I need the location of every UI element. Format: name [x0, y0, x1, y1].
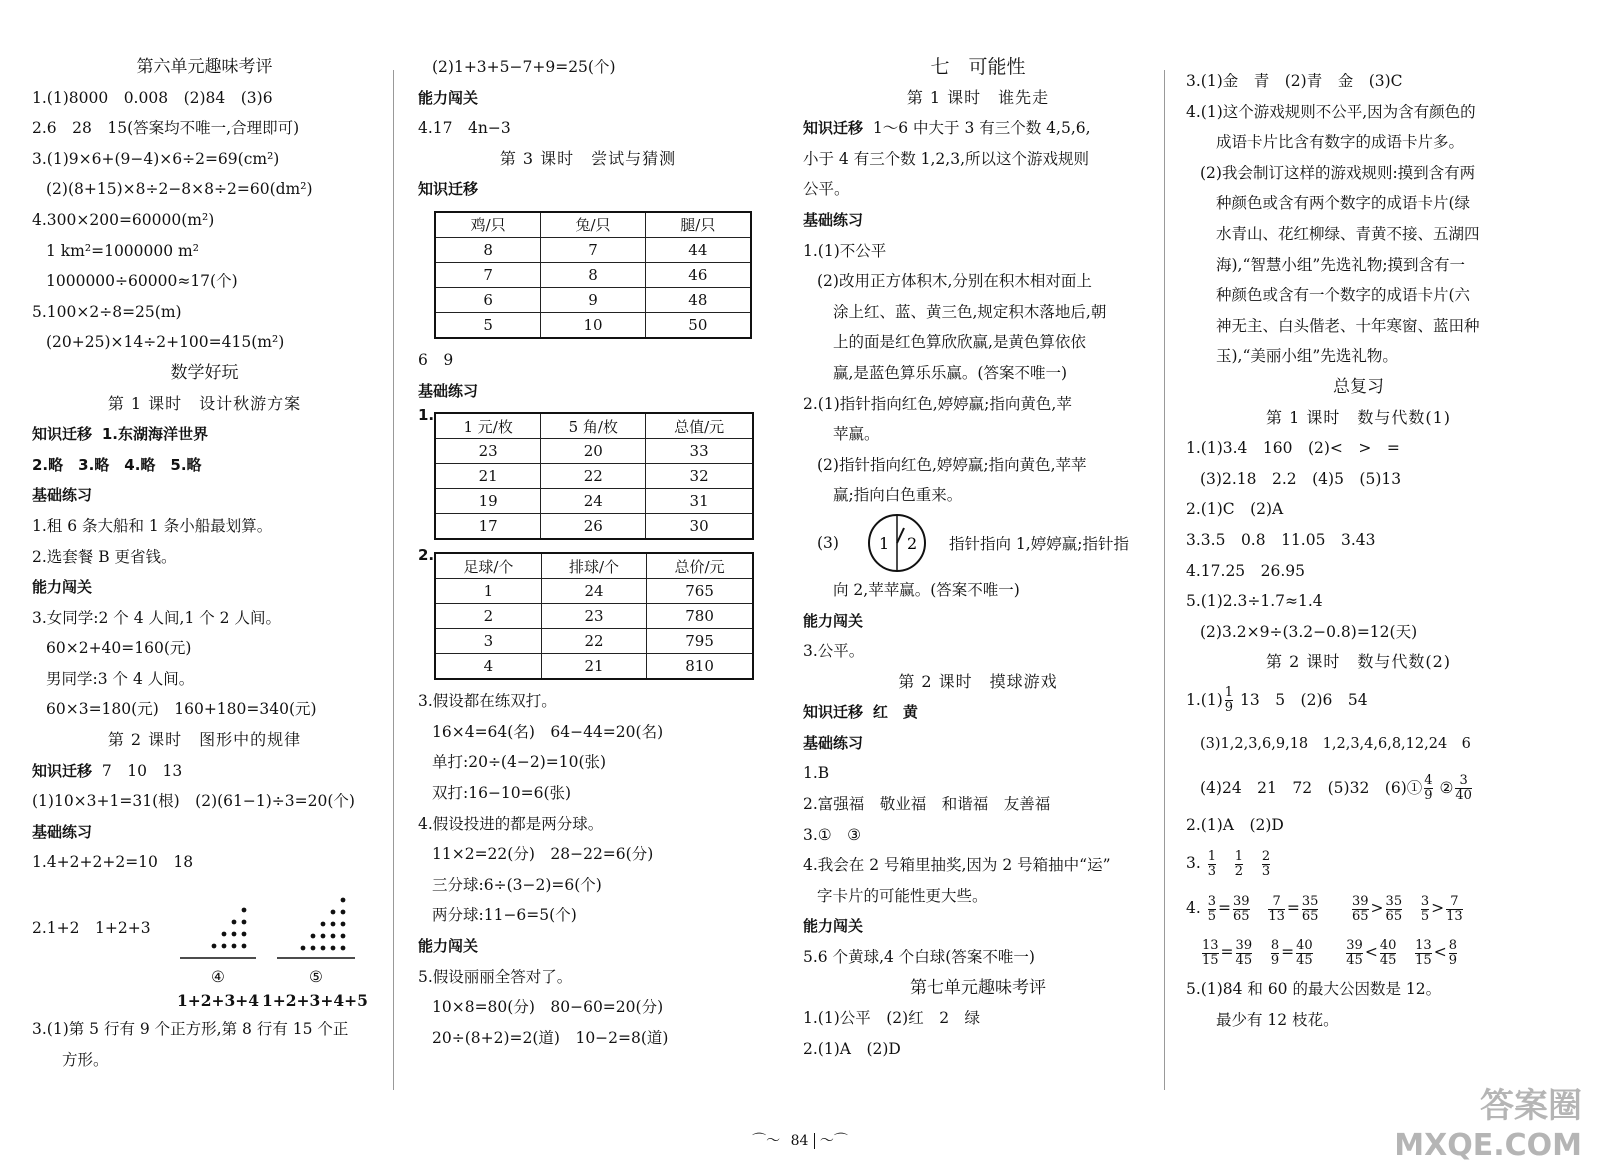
fraction: $\frac{39}{65}$ [1233, 893, 1250, 924]
answer-line: 4.17 4n−3 [418, 119, 511, 138]
table-cell: 46 [645, 262, 751, 287]
table-row [435, 287, 751, 312]
answer-line: 4.300×200=60000(m²) [32, 210, 215, 229]
fraction: $\frac{1}{3}$ [1207, 848, 1217, 879]
fraction: $\frac{13}{15}$ [1202, 937, 1219, 968]
table-cell: 33 [646, 439, 753, 464]
answer-line: 2.选套餐 B 更省钱。 [32, 547, 177, 566]
lesson-title: 第 2 课时 图形中的规律 [107, 730, 302, 750]
table-cell: 7 [435, 262, 541, 287]
fraction: $\frac{7}{13}$ [1446, 893, 1463, 924]
fraction: $\frac{35}{65}$ [1385, 893, 1403, 924]
table-cell: 24 [541, 579, 646, 604]
table-cell: 23 [541, 604, 646, 629]
fraction: $\frac{39}{45}$ [1235, 937, 1253, 968]
answer-text: 红 黄 [872, 703, 918, 722]
table-row [435, 262, 751, 287]
circled-4: ④ [211, 968, 225, 987]
answer-label: (3) [817, 533, 839, 552]
answer-line: 1.租 6 条大船和 1 条小船最划算。 [32, 516, 273, 535]
fraction: $\frac{40}{45}$ [1379, 937, 1397, 968]
answer-line: 1.4+2+2+2=10 18 [32, 853, 194, 872]
table-coins-wrap [418, 406, 758, 546]
answer-line: 3.女同学:2 个 4 人间,1 个 2 人间。 [32, 608, 281, 627]
table-header-cell: 总值/元 [646, 413, 753, 439]
sum-4: 1+2+3+4 [176, 991, 260, 1011]
page-footer [700, 1130, 900, 1150]
answer-line: 3.① ③ [803, 825, 862, 844]
answer-line: 种颜色或含有两个数字的成语卡片(绿 [1216, 194, 1471, 213]
answer-line: 神无主、白头偕老、十年寒窗、蓝田种 [1216, 316, 1480, 335]
lesson-title: 第 1 课时 设计秋游方案 [107, 393, 302, 413]
answer-line: 1.(1)8000 0.008 (2)84 (3)6 [32, 88, 273, 107]
label-basic: 基础练习 [803, 210, 864, 229]
answer-line: 三分球:6÷(3−2)=6(个) [432, 875, 602, 894]
answer-line: 3.(1)9×6+(9−4)×6÷2=69(cm²) [32, 149, 280, 168]
answer-line: 1000000÷60000≈17(个) [46, 272, 238, 291]
fraction: $\frac{39}{65}$ [1352, 893, 1369, 924]
table-cell: 26 [541, 514, 646, 540]
operator: > [1431, 899, 1445, 918]
table-row [435, 629, 753, 654]
answer-line: 5.(1)2.3÷1.7≈1.4 [1186, 592, 1323, 611]
table-row [435, 604, 753, 629]
dot-triangle-4 [178, 904, 258, 962]
label-basic: 基础练习 [32, 486, 93, 505]
answer-line: 种颜色或含有一个数字的成语卡片(六 [1216, 286, 1471, 305]
table-cell: 32 [646, 464, 753, 489]
answer-line: 4.17.25 26.95 [1186, 561, 1306, 580]
answer-line: 5.(1)84 和 60 的最大公因数是 12。 [1186, 980, 1442, 999]
table-header-row [435, 553, 753, 579]
table-cell: 21 [541, 654, 646, 680]
table-row [435, 514, 753, 540]
answer-line: 2.(1)指针指向红色,婷婷赢;指向黄色,苹 [803, 394, 1072, 413]
answer-line: 上的面是红色算欣欣赢,是黄色算依依 [833, 333, 1086, 352]
answer-line: 公平。 [803, 180, 850, 199]
answer-line: 2.略 3.略 4.略 5.略 [32, 455, 202, 474]
fraction: $\frac{3}{40}$ [1455, 773, 1472, 804]
table-header-cell: 排球/个 [541, 553, 646, 579]
column-4 [1186, 66, 1531, 1036]
answer-line: 最少有 12 枝花。 [1216, 1011, 1339, 1030]
answer-line: 单打:20÷(4−2)=10(张) [432, 753, 607, 772]
label-knowledge: 知识迁移 [803, 119, 864, 138]
answer-line: 2.富强福 敬业福 和谐福 友善福 [803, 795, 1051, 814]
answer-text: 7 10 13 [101, 761, 183, 780]
label-ability: 能力闯关 [32, 578, 93, 597]
section-title: 第七单元趣味考评 [910, 977, 1046, 998]
answer-line: 20÷(8+2)=2(道) 10−2=8(道) [432, 1028, 669, 1047]
table-cell: 21 [435, 464, 541, 489]
answer-line: 1.(1)3.4 160 (2)< > = [1186, 439, 1400, 458]
table-balls [434, 552, 754, 680]
table-cell: 7 [541, 237, 645, 262]
table-header-cell: 兔/只 [541, 212, 645, 238]
answer-line: (2)指针指向红色,婷婷赢;指向黄色,苹苹 [817, 455, 1087, 474]
table-cell: 30 [646, 514, 753, 540]
answer-text: 1～6 中大于 3 有三个数 4,5,6, [872, 119, 1091, 138]
answer-line: (2)我会制订这样的游戏规则:摸到含有两 [1200, 163, 1476, 182]
sum-5: 1+2+3+4+5 [262, 991, 368, 1011]
label-ability: 能力闯关 [418, 936, 479, 955]
answer-line: 2.(1)A (2)D [1186, 815, 1284, 834]
section-title: 总复习 [1333, 376, 1384, 397]
table-header-row [435, 212, 751, 238]
answer-text: 指针指向 1,婷婷赢;指针指 [949, 534, 1129, 553]
circled-5: ⑤ [309, 968, 323, 987]
table-cell: 780 [647, 604, 753, 629]
circled-labels [32, 966, 377, 988]
fraction: $\frac{8}{9}$ [1448, 937, 1457, 968]
fraction: $\frac{13}{15}$ [1415, 937, 1432, 968]
answer-line: 5.100×2÷8=25(m) [32, 302, 182, 321]
answer-line: 赢,是蓝色算乐乐赢。(答案不唯一) [833, 363, 1068, 382]
table-row [435, 579, 753, 604]
table-cell: 48 [645, 287, 751, 312]
column-1 [32, 52, 377, 1075]
fraction: $\frac{3}{5}$ [1207, 893, 1217, 924]
lesson-title: 第 2 课时 摸球游戏 [898, 671, 1058, 691]
answer-line: 男同学:3 个 4 人间。 [46, 669, 195, 688]
table-cell: 23 [435, 439, 541, 464]
label-knowledge: 知识迁移 [32, 761, 93, 780]
answer-line: 方形。 [62, 1050, 109, 1069]
label-knowledge: 知识迁移 [803, 703, 864, 722]
spinner-1: 1 [879, 533, 890, 553]
answer-line: 小于 4 有三个数 1,2,3,所以这个游戏规则 [803, 149, 1090, 168]
label-basic: 基础练习 [32, 822, 93, 841]
table-row [435, 439, 753, 464]
table-row [435, 237, 751, 262]
binding-line-right [1164, 70, 1181, 1090]
table-row [435, 312, 751, 338]
operator: = [1218, 899, 1232, 918]
answer-line: 11×2=22(分) 28−22=6(分) [432, 845, 654, 864]
answer-line: 10×8=80(分) 80−60=20(分) [432, 998, 664, 1017]
triangle-dots-4 [174, 904, 262, 966]
table-row [435, 489, 753, 514]
table-row [435, 654, 753, 680]
answer-line: 3.假设都在练双打。 [418, 692, 557, 711]
answer-line: 3.公平。 [803, 642, 865, 661]
answer-line: 1.(1)不公平 [803, 241, 887, 260]
answer-line: 双打:16−10=6(张) [432, 783, 572, 802]
operator: > [1370, 899, 1384, 918]
answer-line: 5.6 个黄球,4 个白球(答案不唯一) [803, 948, 1035, 967]
table-header-cell: 足球/个 [435, 553, 541, 579]
answer-text: 13 5 (2)6 54 [1239, 690, 1368, 709]
fraction: $\frac{3}{5}$ [1420, 893, 1430, 924]
fraction: $\frac{40}{45}$ [1296, 937, 1313, 968]
table-cell: 19 [435, 489, 541, 514]
table-cell: 8 [541, 262, 645, 287]
lesson-title: 第 2 课时 数与代数(2) [1265, 652, 1452, 672]
table-cell: 22 [541, 629, 646, 654]
table-cell: 31 [646, 489, 753, 514]
operator: = [1281, 943, 1295, 962]
answer-line: (3)2.18 2.2 (4)5 (5)13 [1200, 469, 1402, 488]
table-cell: 8 [435, 237, 541, 262]
sum-labels [32, 988, 377, 1014]
spinner-row [803, 511, 1153, 575]
table-cell: 22 [541, 464, 646, 489]
fraction: $\frac{39}{45}$ [1346, 937, 1363, 968]
table-cell: 2 [435, 604, 541, 629]
answer-line: 海),“智慧小组”先选礼物;摸到含有一 [1216, 255, 1466, 274]
lesson-title: 第 1 课时 谁先走 [906, 87, 1050, 107]
fraction: $\frac{2}{3}$ [1261, 848, 1271, 879]
operator: = [1220, 943, 1234, 962]
answer-line: 3.3.5 0.8 11.05 3.43 [1186, 530, 1376, 549]
answer-line: (2)(8+15)×8÷2−8×8÷2=60(dm²) [46, 180, 313, 199]
fraction: $\frac{1}{9}$ [1224, 685, 1234, 716]
table-cell: 44 [645, 237, 751, 262]
answer-line: 两分球:11−6=5(个) [432, 906, 577, 925]
dot-triangle-5 [275, 894, 357, 962]
operator: < [1433, 943, 1447, 962]
table-header-cell: 鸡/只 [435, 212, 541, 238]
label-ability: 能力闯关 [803, 917, 864, 936]
table-header-cell: 1 元/枚 [435, 413, 541, 439]
answer-line: 2.1+2 1+2+3 [32, 919, 151, 938]
answer-line: (2)3.2×9÷(3.2−0.8)=12(天) [1200, 622, 1418, 641]
label-knowledge: 知识迁移 [418, 180, 479, 199]
ornament-left-icon: ⌒～ [752, 1133, 781, 1149]
label-basic: 基础练习 [803, 733, 864, 752]
answer-line: 1.B [803, 764, 830, 783]
watermark-logo: 答案圈 [1480, 1086, 1582, 1126]
label-basic: 基础练习 [418, 381, 479, 400]
answer-text: 1.东湖海洋世界 [101, 425, 209, 444]
answer-line: 4.我会在 2 号箱里抽奖,因为 2 号箱抽中“运” [803, 856, 1111, 875]
answer-line: 2.(1)A (2)D [803, 1039, 901, 1058]
answer-line: 16×4=64(名) 64−44=20(名) [432, 722, 664, 741]
triangle-dots-5 [270, 894, 362, 966]
table-coins [434, 412, 754, 540]
table-header-cell: 总价/元 [647, 553, 753, 579]
table-cell: 765 [647, 579, 753, 604]
lesson-title: 第 3 课时 尝试与猜测 [499, 148, 677, 168]
answer-line: 2.6 28 15(答案均不唯一,合理即可) [32, 119, 300, 138]
answer-line: 60×2+40=160(元) [46, 639, 192, 658]
table-cell: 795 [647, 629, 753, 654]
item-number: 2. [418, 546, 435, 565]
fraction: $\frac{4}{9}$ [1424, 773, 1433, 804]
label-ability: 能力闯关 [418, 88, 479, 107]
answer-text: 4. [1186, 899, 1201, 918]
answer-text: 1.(1) [1186, 690, 1223, 709]
table-header-row [435, 413, 753, 439]
ornament-right-icon: ～⌒ [819, 1133, 848, 1149]
answer-line: (2)改用正方体积木,分别在积木相对面上 [817, 272, 1092, 291]
answer-line: 3.(1)金 青 (2)青 金 (3)C [1186, 72, 1403, 90]
fraction: $\frac{8}{9}$ [1270, 937, 1280, 968]
section-title: 七 可能性 [930, 56, 1026, 78]
answer-line: 涂上红、蓝、黄三色,规定积木落地后,朝 [833, 302, 1107, 321]
answer-line: 3.(1)第 5 行有 9 个正方形,第 8 行有 15 个正 [32, 1020, 349, 1039]
table-cell: 10 [541, 312, 645, 338]
spinner-2: 2 [907, 533, 918, 553]
table-cell: 1 [435, 579, 541, 604]
table-cell: 50 [645, 312, 751, 338]
column-2 [418, 52, 758, 1053]
answer-line: 赢;指向白色重来。 [833, 486, 963, 505]
binding-line-left [393, 70, 410, 1090]
table-cell: 3 [435, 629, 541, 654]
answer-line: 6 9 [418, 350, 454, 369]
answer-line: 60×3=180(元) 160+180=340(元) [46, 700, 317, 719]
fraction: $\frac{7}{13}$ [1268, 893, 1285, 924]
answer-text: ② [1439, 778, 1454, 797]
table-cell: 9 [541, 287, 645, 312]
column-3 [803, 52, 1153, 1064]
table-chicken-rabbit [434, 211, 752, 339]
table-cell: 6 [435, 287, 541, 312]
answer-line: 5.假设丽丽全答对了。 [418, 967, 573, 986]
answer-line: (2)1+3+5−7+9=25(个) [432, 58, 616, 76]
answer-line: 水青山、花红柳绿、青黄不接、五湖四 [1216, 224, 1480, 243]
table-cell: 4 [435, 654, 541, 680]
answer-line: 成语卡片比含有数字的成语卡片多。 [1216, 133, 1465, 152]
answer-line: 1 km²=1000000 m² [46, 241, 199, 260]
table-header-cell: 5 角/枚 [541, 413, 646, 439]
watermark [1394, 1086, 1582, 1166]
table-cell: 20 [541, 439, 646, 464]
answer-line: 向 2,苹苹赢。(答案不唯一) [833, 580, 1020, 599]
operator: < [1364, 943, 1378, 962]
answer-line: 2.(1)C (2)A [1186, 500, 1284, 519]
operator: = [1286, 899, 1300, 918]
answer-line: 4.(1)这个游戏规则不公平,因为含有颜色的 [1186, 102, 1476, 121]
section-title: 数学好玩 [170, 362, 239, 383]
item-number: 1. [418, 406, 435, 425]
spinner-diagram [859, 512, 939, 574]
table-row [435, 464, 753, 489]
answer-line: 4.假设投进的都是两分球。 [418, 814, 604, 833]
label-knowledge: 知识迁移 [32, 425, 93, 444]
answer-line: 玉),“美丽小组”先选礼物。 [1216, 347, 1398, 366]
table-cell: 17 [435, 514, 541, 540]
table-cell: 810 [647, 654, 753, 680]
answer-line: 1.(1)公平 (2)红 2 绿 [803, 1009, 981, 1028]
section-title: 第六单元趣味考评 [136, 57, 273, 77]
answer-text: 3. [1186, 854, 1201, 873]
table-cell: 5 [435, 312, 541, 338]
fraction: $\frac{1}{2}$ [1234, 848, 1244, 879]
answer-line: 苹赢。 [833, 425, 880, 444]
table-cell: 24 [541, 489, 646, 514]
table-balls-wrap [418, 546, 758, 686]
watermark-url: MXQE.COM [1394, 1128, 1582, 1163]
dot-pattern-row [32, 878, 377, 966]
label-ability: 能力闯关 [803, 611, 864, 630]
answer-line: (20+25)×14÷2+100=415(m²) [46, 333, 285, 352]
answer-line: (3)1,2,3,6,9,18 1,2,3,4,6,8,12,24 6 [1200, 735, 1471, 752]
answer-line: (1)10×3+1=31(根) (2)(61−1)÷3=20(个) [32, 792, 355, 811]
table-header-cell: 腿/只 [645, 212, 751, 238]
answer-text: (4)24 21 72 (5)32 (6)① [1200, 778, 1423, 797]
answer-line: 字卡片的可能性更大些。 [817, 886, 988, 905]
page-number: 84 [785, 1133, 816, 1149]
fraction: $\frac{35}{65}$ [1301, 893, 1319, 924]
lesson-title: 第 1 课时 数与代数(1) [1265, 407, 1452, 427]
